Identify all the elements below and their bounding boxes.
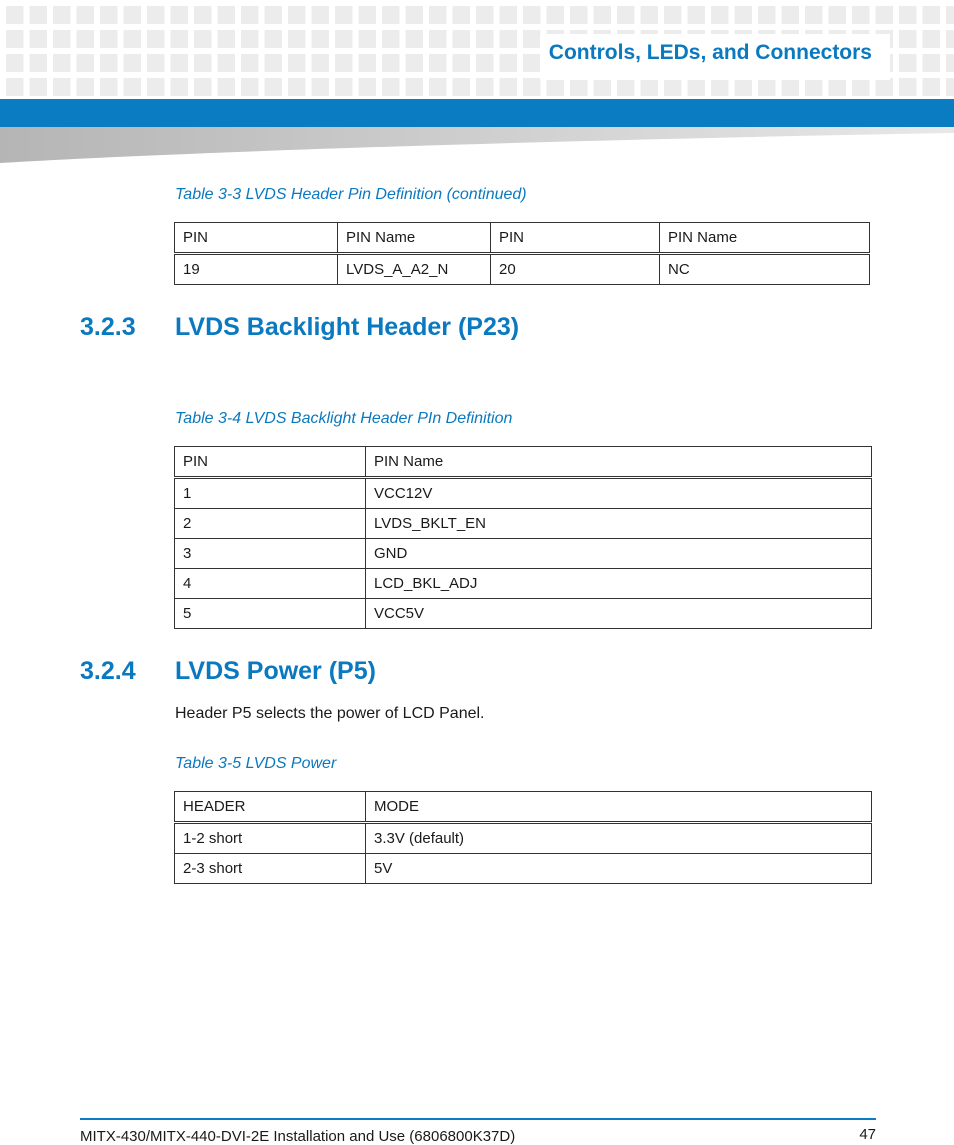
table-cell: 5V xyxy=(366,854,872,884)
column-header: PIN Name xyxy=(366,447,872,478)
table-row xyxy=(175,478,872,509)
section-heading-3-2-3 xyxy=(80,313,519,342)
table-cell: 1 xyxy=(175,478,366,509)
table-cell: LVDS_BKLT_EN xyxy=(366,509,872,539)
section-number: 3.2.3 xyxy=(80,313,136,341)
header-blue-bar xyxy=(0,99,954,127)
section-title: LVDS Backlight Header (P23) xyxy=(175,313,520,341)
table-cell: LCD_BKL_ADJ xyxy=(366,569,872,599)
table-header-row xyxy=(175,792,872,823)
table-cell: LVDS_A_A2_N xyxy=(338,254,491,285)
table-row xyxy=(175,254,870,285)
table-cell: 2-3 short xyxy=(175,854,366,884)
table-3-3-caption: Table 3-3 LVDS Header Pin Definition (continued) xyxy=(175,186,527,203)
table-3-3 xyxy=(174,222,870,285)
column-header: HEADER xyxy=(175,792,366,823)
header-swoosh xyxy=(0,127,954,167)
running-section-title: Controls, LEDs, and Connectors xyxy=(548,41,872,64)
section-title: LVDS Power (P5) xyxy=(175,657,376,685)
table-cell: VCC12V xyxy=(366,478,872,509)
table-3-5-caption: Table 3-5 LVDS Power xyxy=(175,755,337,772)
column-header: PIN xyxy=(491,223,660,254)
table-cell: 20 xyxy=(491,254,660,285)
table-row xyxy=(175,509,872,539)
table-cell: VCC5V xyxy=(366,599,872,629)
section-body-text: Header P5 selects the power of LCD Panel. xyxy=(175,705,485,722)
table-cell: 19 xyxy=(175,254,338,285)
table-row xyxy=(175,539,872,569)
section-heading-3-2-4 xyxy=(80,657,376,686)
table-3-4-caption: Table 3-4 LVDS Backlight Header PIn Definition xyxy=(175,410,513,427)
table-3-4 xyxy=(174,446,872,629)
table-3-5 xyxy=(174,791,872,884)
table-row xyxy=(175,599,872,629)
column-header: PIN Name xyxy=(660,223,870,254)
table-row xyxy=(175,823,872,854)
column-header: PIN xyxy=(175,447,366,478)
section-number: 3.2.4 xyxy=(80,657,136,685)
table-cell: 3 xyxy=(175,539,366,569)
column-header: PIN Name xyxy=(338,223,491,254)
column-header: MODE xyxy=(366,792,872,823)
table-cell: 5 xyxy=(175,599,366,629)
column-header: PIN xyxy=(175,223,338,254)
table-header-row xyxy=(175,223,870,254)
table-cell: 4 xyxy=(175,569,366,599)
table-cell: NC xyxy=(660,254,870,285)
table-header-row xyxy=(175,447,872,478)
table-cell: 3.3V (default) xyxy=(366,823,872,854)
table-cell: GND xyxy=(366,539,872,569)
table-row xyxy=(175,569,872,599)
footer-doc-title: MITX-430/MITX-440-DVI-2E Installation and Use (6806800K37D) xyxy=(80,1128,516,1145)
page-number: 47 xyxy=(859,1126,876,1143)
table-cell: 1-2 short xyxy=(175,823,366,854)
table-cell: 2 xyxy=(175,509,366,539)
footer-rule xyxy=(80,1118,876,1120)
table-row xyxy=(175,854,872,884)
